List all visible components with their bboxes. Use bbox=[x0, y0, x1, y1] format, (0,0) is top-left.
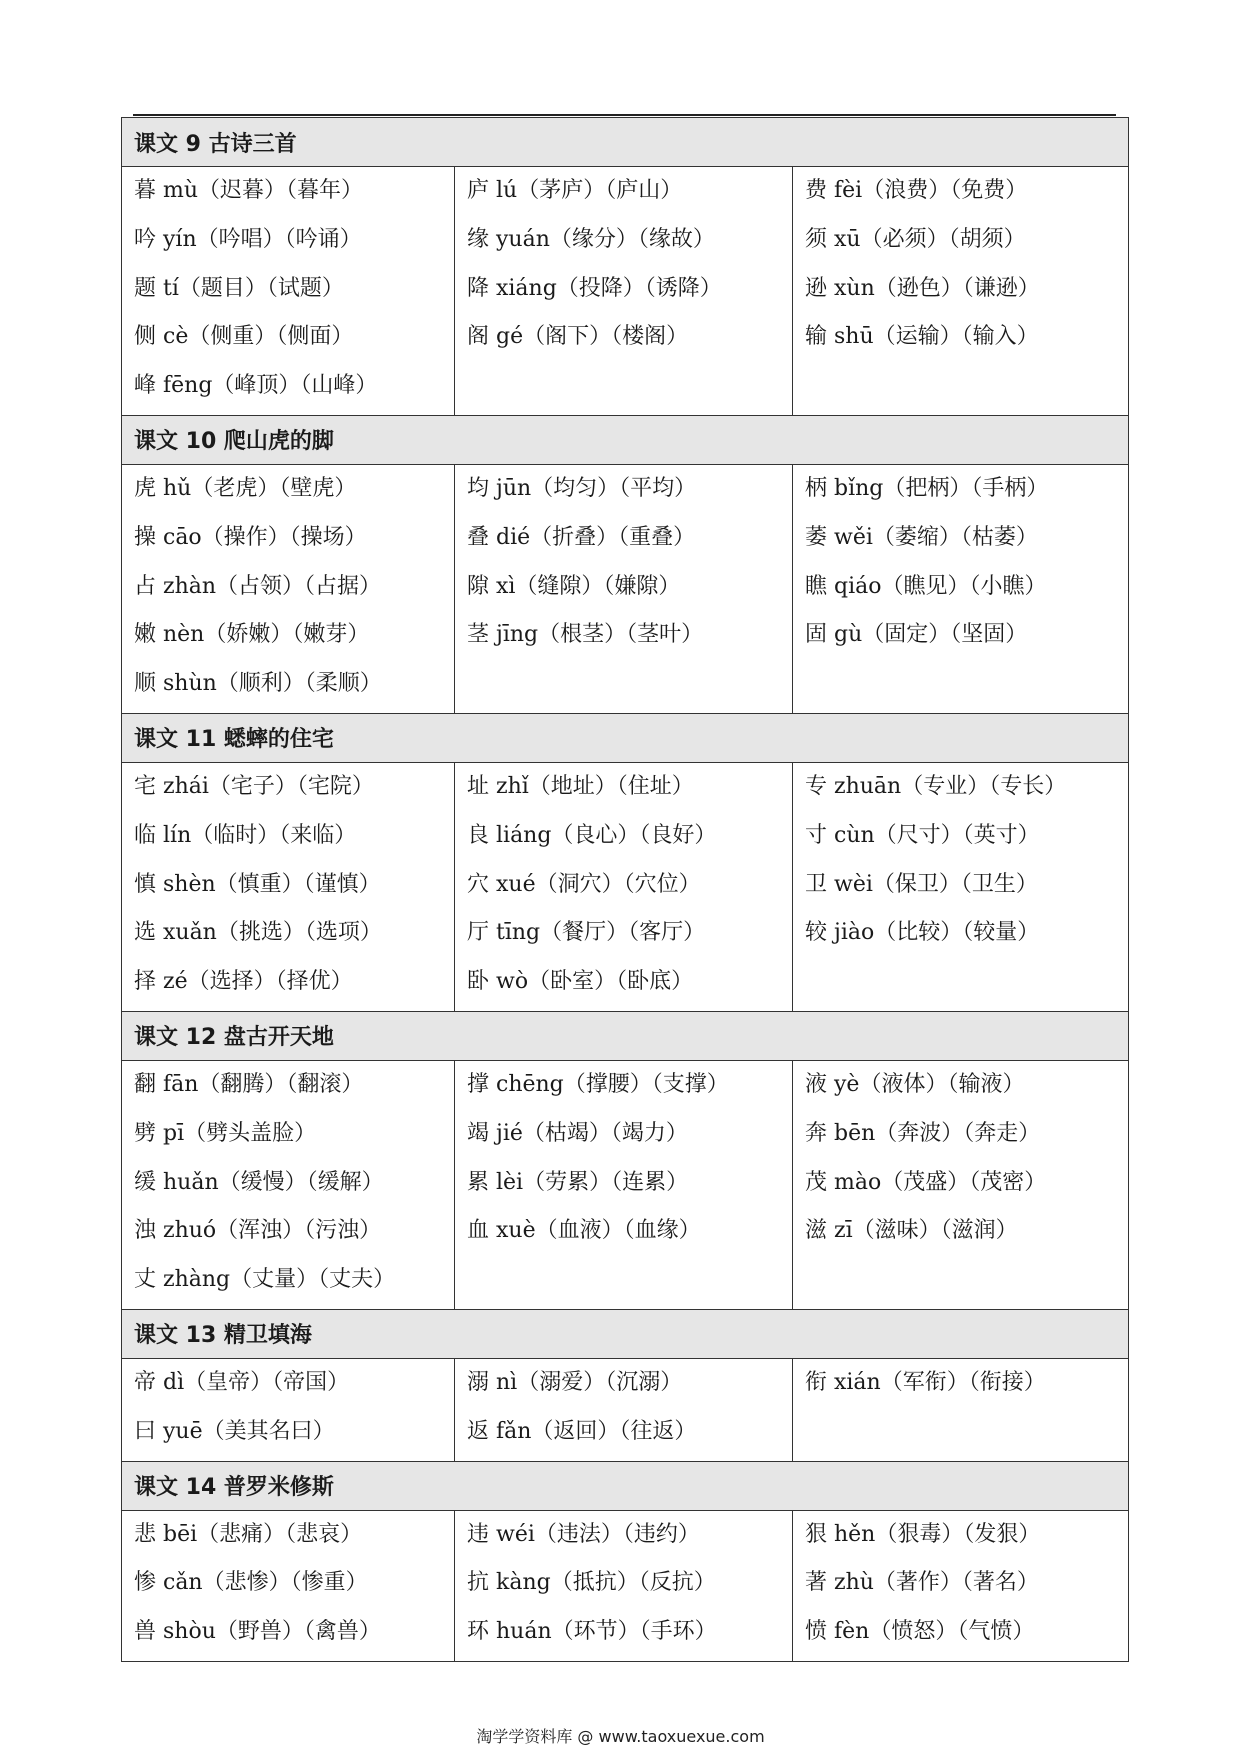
word-column bbox=[122, 464, 455, 713]
vocab-entry: 选 xuǎn（挑选）（选项） bbox=[134, 920, 382, 946]
vocab-entry: 卧 wò（卧室）（卧底） bbox=[467, 969, 694, 995]
vocab-entry: 柄 bǐng（把柄）（手柄） bbox=[805, 475, 1049, 501]
vocab-entry: 丈 zhàng（丈量）（丈夫） bbox=[134, 1267, 396, 1293]
word-column bbox=[455, 1510, 793, 1661]
vocab-entry: 叠 dié（折叠）（重叠） bbox=[467, 524, 696, 550]
word-column bbox=[122, 167, 455, 416]
section-header-row bbox=[122, 1461, 1129, 1510]
word-row bbox=[122, 464, 1129, 713]
word-column bbox=[122, 762, 455, 1011]
vocab-entry: 竭 jié（枯竭）（竭力） bbox=[467, 1120, 688, 1146]
vocab-entry: 惨 cǎn（悲惨）（惨重） bbox=[134, 1570, 368, 1596]
word-column bbox=[122, 1358, 455, 1461]
vocab-entry: 费 fèi（浪费）（免费） bbox=[805, 178, 1028, 203]
vocab-entry: 瞧 qiáo（瞧见）（小瞧） bbox=[805, 573, 1047, 599]
section-header-row bbox=[122, 1011, 1129, 1060]
vocab-entry: 题 tí（题目）（试题） bbox=[134, 275, 344, 301]
word-column bbox=[793, 762, 1129, 1011]
word-row bbox=[122, 167, 1129, 416]
vocab-entry: 峰 fēng（峰顶）（山峰） bbox=[134, 373, 378, 399]
word-column bbox=[455, 167, 793, 416]
section-header-row bbox=[122, 415, 1129, 464]
word-column bbox=[455, 464, 793, 713]
vocab-entry: 阁 gé（阁下）（楼阁） bbox=[467, 324, 689, 350]
word-column bbox=[122, 1510, 455, 1661]
vocab-entry: 慎 shèn（慎重）（谨慎） bbox=[134, 871, 381, 897]
vocab-entry: 萎 wěi（萎缩）（枯萎） bbox=[805, 524, 1038, 550]
vocab-entry: 缓 huǎn（缓慢）（缓解） bbox=[134, 1169, 384, 1195]
vocab-entry: 环 huán（环节）（手环） bbox=[467, 1619, 717, 1645]
vocab-entry: 愤 fèn（愤怒）（气愤） bbox=[805, 1619, 1035, 1645]
vocab-entry: 撑 chēng（撑腰）（支撑） bbox=[467, 1071, 729, 1097]
vocab-entry: 兽 shòu（野兽）（禽兽） bbox=[134, 1619, 381, 1645]
vocab-entry: 卫 wèi（保卫）（卫生） bbox=[805, 871, 1038, 897]
vocab-entry: 临 lín（临时）（来临） bbox=[134, 822, 357, 848]
vocab-entry: 暮 mù（迟暮）（暮年） bbox=[134, 178, 364, 203]
vocab-entry: 操 cāo（操作）（操场） bbox=[134, 524, 367, 550]
vocab-entry: 翻 fān（翻腾）（翻滚） bbox=[134, 1071, 364, 1097]
vocab-entry: 衔 xián（军衔）（衔接） bbox=[805, 1369, 1046, 1395]
vocab-entry: 宅 zhái（宅子）（宅院） bbox=[134, 773, 374, 799]
vocab-entry: 返 fǎn（返回）（往返） bbox=[467, 1418, 697, 1444]
vocab-entry: 帝 dì（皇帝）（帝国） bbox=[134, 1369, 350, 1395]
vocab-entry: 虎 hǔ（老虎）（壁虎） bbox=[134, 475, 357, 501]
top-rule bbox=[133, 114, 1116, 116]
vocab-entry: 输 shū（运输）（输入） bbox=[805, 324, 1039, 350]
word-column bbox=[122, 1060, 455, 1309]
word-column bbox=[793, 1510, 1129, 1661]
section-title: 课文 14 普罗米修斯 bbox=[122, 1461, 1129, 1510]
vocab-entry: 固 gù（固定）（坚固） bbox=[805, 622, 1028, 648]
section-title: 课文 12 盘古开天地 bbox=[122, 1011, 1129, 1060]
vocab-entry: 须 xū（必须）（胡须） bbox=[805, 226, 1026, 252]
vocab-entry: 液 yè（液体）（输液） bbox=[805, 1071, 1025, 1097]
footer-watermark: 淘学学资料库 @ www.taoxuexue.com bbox=[476, 1727, 765, 1746]
vocab-entry: 庐 lú（茅庐）（庐山） bbox=[467, 178, 683, 203]
vocab-entry: 穴 xué（洞穴）（穴位） bbox=[467, 871, 701, 897]
vocab-entry: 累 lèi（劳累）（连累） bbox=[467, 1169, 689, 1195]
section-title: 课文 10 爬山虎的脚 bbox=[122, 415, 1129, 464]
vocab-entry: 均 jūn（均匀）（平均） bbox=[467, 475, 697, 501]
vocab-entry: 抗 kàng（抵抗）（反抗） bbox=[467, 1570, 716, 1596]
vocabulary-table bbox=[121, 117, 1129, 1662]
vocab-entry: 浊 zhuó（浑浊）（污浊） bbox=[134, 1218, 382, 1244]
vocab-entry: 址 zhǐ（地址）（住址） bbox=[467, 773, 694, 799]
word-row bbox=[122, 1510, 1129, 1661]
vocab-entry: 顺 shùn（顺利）（柔顺） bbox=[134, 671, 382, 697]
section-title: 课文 9 古诗三首 bbox=[122, 118, 1129, 167]
vocab-entry: 侧 cè（侧重）（侧面） bbox=[134, 324, 354, 350]
word-row bbox=[122, 1358, 1129, 1461]
vocab-entry: 占 zhàn（占领）（占据） bbox=[134, 573, 382, 599]
word-column bbox=[793, 1358, 1129, 1461]
vocab-entry: 择 zé（选择）（择优） bbox=[134, 969, 353, 995]
vocab-entry: 曰 yuē（美其名曰） bbox=[134, 1418, 335, 1444]
word-row bbox=[122, 762, 1129, 1011]
word-row bbox=[122, 1060, 1129, 1309]
vocab-entry: 逊 xùn（逊色）（谦逊） bbox=[805, 275, 1040, 301]
vocab-entry: 缘 yuán（缘分）（缘故） bbox=[467, 226, 715, 252]
word-column bbox=[793, 1060, 1129, 1309]
vocab-entry: 降 xiáng（投降）（诱降） bbox=[467, 275, 722, 301]
word-column bbox=[793, 167, 1129, 416]
vocab-entry: 嫩 nèn（娇嫩）（嫩芽） bbox=[134, 622, 370, 648]
vocab-entry: 奔 bēn（奔波）（奔走） bbox=[805, 1120, 1041, 1146]
vocab-entry: 茂 mào（茂盛）（茂密） bbox=[805, 1169, 1047, 1195]
vocab-entry: 较 jiào（比较）（较量） bbox=[805, 920, 1040, 946]
vocab-entry: 厅 tīng（餐厅）（客厅） bbox=[467, 920, 706, 946]
vocab-entry: 寸 cùn（尺寸）（英寸） bbox=[805, 822, 1040, 848]
vocab-entry: 血 xuè（血液）（血缘） bbox=[467, 1218, 701, 1244]
vocab-entry: 茎 jīng（根茎）（茎叶） bbox=[467, 622, 704, 648]
vocab-entry: 良 liáng（良心）（良好） bbox=[467, 822, 717, 848]
section-title: 课文 11 蟋蟀的住宅 bbox=[122, 713, 1129, 762]
section-header-row bbox=[122, 713, 1129, 762]
vocab-entry: 滋 zī（滋味）（滋润） bbox=[805, 1218, 1018, 1244]
vocab-entry: 悲 bēi（悲痛）（悲哀） bbox=[134, 1521, 363, 1547]
vocab-entry: 劈 pī（劈头盖脸） bbox=[134, 1120, 317, 1146]
word-column bbox=[455, 1060, 793, 1309]
word-column bbox=[455, 762, 793, 1011]
section-header-row bbox=[122, 118, 1129, 167]
word-column bbox=[793, 464, 1129, 713]
word-column bbox=[455, 1358, 793, 1461]
vocab-entry: 狠 hěn（狠毒）（发狠） bbox=[805, 1521, 1041, 1547]
vocab-entry: 违 wéi（违法）（违约） bbox=[467, 1521, 700, 1547]
section-title: 课文 13 精卫填海 bbox=[122, 1309, 1129, 1358]
section-header-row bbox=[122, 1309, 1129, 1358]
vocab-entry: 著 zhù（著作）（著名） bbox=[805, 1570, 1039, 1596]
vocab-entry: 专 zhuān（专业）（专长） bbox=[805, 773, 1067, 799]
vocab-entry: 隙 xì（缝隙）（嫌隙） bbox=[467, 573, 681, 599]
vocab-entry: 吟 yín（吟唱）（吟诵） bbox=[134, 226, 362, 252]
vocab-entry: 溺 nì（溺爱）（沉溺） bbox=[467, 1369, 683, 1395]
